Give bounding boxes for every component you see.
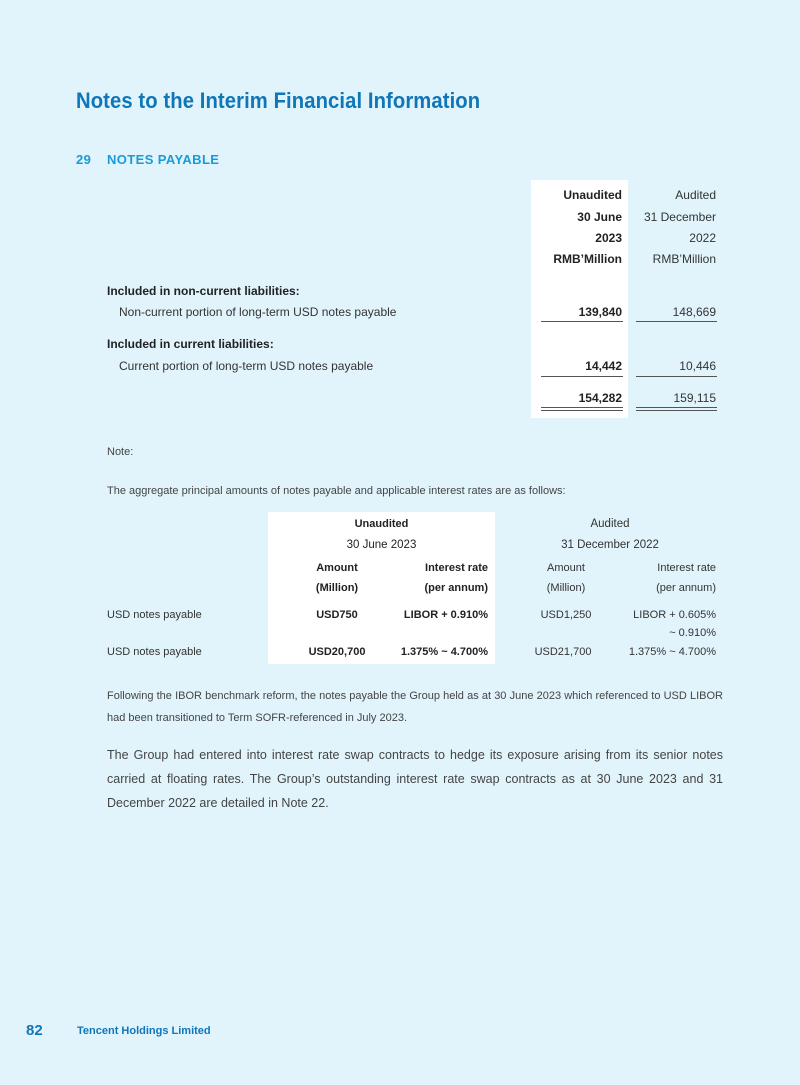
current-2023: 14,442 [585,359,622,373]
divider [636,376,717,377]
t2-row1-rate-2023: LIBOR + 0.910% [403,609,488,621]
total-2022: 159,115 [673,391,716,405]
t2-amount-sub-2022: (Million) [546,582,586,594]
section-title: NOTES PAYABLE [107,152,220,167]
note-label: Note: [107,446,134,458]
t2-row2-amount-2023: USD20,700 [308,646,366,658]
t2-row2-rate-2023: 1.375% ~ 4.700% [400,646,488,658]
t2-row1-rate-2022-cont: ~ 0.910% [669,627,716,639]
noncurrent-2023: 139,840 [578,305,622,319]
t2-amount-sub-2023: (Million) [315,582,359,594]
section-heading [76,152,219,167]
t1-header-audited: Audited [675,188,716,202]
t1-header-date-2022: 31 December [643,210,716,224]
t1-header-unaudited: Unaudited [563,188,622,202]
noncurrent-2022: 148,669 [672,305,716,319]
company-name: Tencent Holdings Limited [77,1025,211,1037]
divider [541,321,623,322]
divider [636,321,717,322]
total-double-underline [636,407,717,411]
note-intro: The aggregate principal amounts of notes payable and applicable interest rates are as follows: [107,485,566,497]
current-2022: 10,446 [679,359,716,373]
t2-amount-header-2022: Amount [547,562,585,574]
t2-rate-sub-2022: (per annum) [656,582,716,594]
t2-row1-rate-2022: LIBOR + 0.605% [633,609,716,621]
page-title: Notes to the Interim Financial Information [76,88,481,113]
t2-row2-amount-2022: USD21,700 [534,646,592,658]
t2-row1-amount-2022: USD1,250 [540,609,592,621]
t1-header-unit-2023: RMB’Million [553,252,622,266]
ibor-reform-paragraph: Following the IBOR benchmark reform, the notes payable the Group held as at 30 June 2023 which referenced to USD LIBOR had been transitioned to Term SOFR-referenced in July 2023. [107,690,723,724]
t2-rate-header-2022: Interest rate [657,562,716,574]
interest-rate-swap-paragraph: The Group had entered into interest rate swap contracts to hedge its exposure arising from its senior notes carried at floating rates. The Group’s outstanding interest rate swap contracts as at 30 June 2023 and 31 December 2022 are detailed in Note 22. [107,748,723,810]
total-double-underline [541,407,623,411]
t2-header-unaudited: Unaudited [354,518,409,530]
t1-header-year-2022: 2022 [689,231,716,245]
t2-row2-rate-2022: 1.375% ~ 4.700% [628,646,716,658]
noncurrent-item-label: Non-current portion of long-term USD notes payable [119,305,397,319]
t1-header-date-2023: 30 June [577,210,622,224]
t2-rate-header-2023: Interest rate [425,562,488,574]
t2-amount-header-2023: Amount [316,562,358,574]
t1-header-year-2023: 2023 [595,231,622,245]
page-number: 82 [26,1022,43,1039]
t1-header-unit-2022: RMB’Million [652,252,716,266]
section-number: 29 [76,152,92,167]
t2-rate-sub-2023: (per annum) [424,582,488,594]
t2-header-date-2023: 30 June 2023 [346,539,417,551]
current-liabilities-label: Included in current liabilities: [107,337,274,351]
t2-header-audited: Audited [590,518,630,530]
divider [541,376,623,377]
noncurrent-liabilities-label: Included in non-current liabilities: [107,284,300,298]
total-2023: 154,282 [578,391,622,405]
t2-row2-label: USD notes payable [107,646,202,658]
t2-row1-amount-2023: USD750 [316,609,358,621]
t2-header-date-2022: 31 December 2022 [561,539,659,551]
current-item-label: Current portion of long-term USD notes payable [119,359,374,373]
t2-row1-label: USD notes payable [107,609,202,621]
